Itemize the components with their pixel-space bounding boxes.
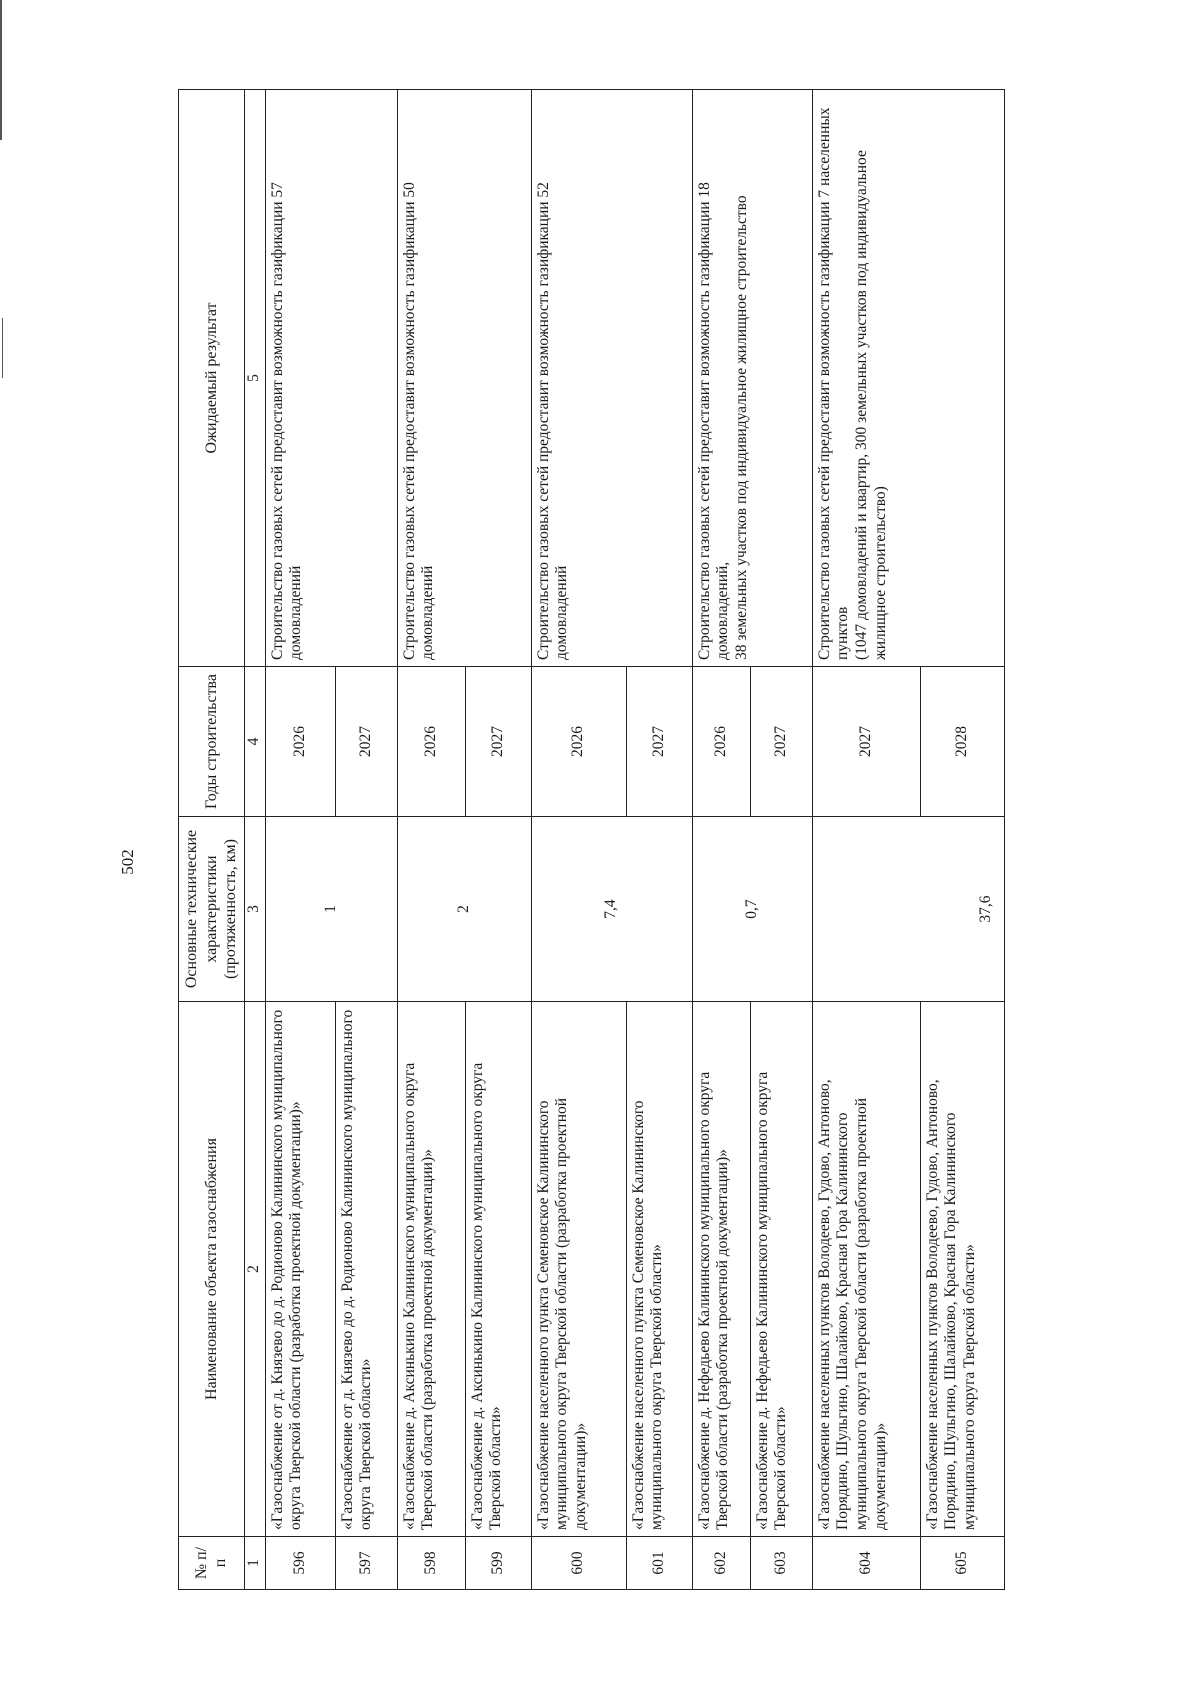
table-row bbox=[531, 90, 626, 1590]
construction-year: 2027 bbox=[812, 667, 920, 817]
row-number: 602 bbox=[692, 1537, 750, 1590]
construction-year: 2027 bbox=[750, 667, 812, 817]
gas-supply-table bbox=[178, 89, 1005, 1590]
construction-year: 2027 bbox=[335, 667, 397, 817]
row-number: 603 bbox=[750, 1537, 812, 1590]
construction-year: 2026 bbox=[397, 667, 465, 817]
row-number: 604 bbox=[812, 1537, 920, 1590]
scan-edge-mark bbox=[2, 318, 3, 378]
row-number: 599 bbox=[465, 1537, 531, 1590]
column-number: 1 bbox=[244, 1537, 265, 1590]
object-name: «Газоснабжение населенного пункта Семеновское Калининского муниципального округа Тверской области (разработка проектной документации)» bbox=[531, 1002, 626, 1537]
row-number: 600 bbox=[531, 1537, 626, 1590]
object-name: «Газоснабжение д. Нефедьево Калининского муниципального округа Тверской области» bbox=[750, 1002, 812, 1537]
header-row bbox=[179, 90, 245, 1590]
object-name: «Газоснабжение населенных пунктов Володеево, Гудово, Антоново, Порядино, Шульгино, Шалайково, Красная Гора Калининского муниципального округа Тверской области (разработка проектной документации)» bbox=[812, 1002, 920, 1537]
expected-result-line: Строительство газовых сетей предоставит возможность газификации 7 населенных пунктов bbox=[815, 107, 852, 660]
construction-year: 2027 bbox=[626, 667, 692, 817]
rotated-table-container bbox=[178, 90, 994, 1590]
scan-edge-mark bbox=[0, 0, 2, 140]
row-number: 601 bbox=[626, 1537, 692, 1590]
header-years: Годы строительства bbox=[179, 667, 245, 817]
header-number: № п/п bbox=[179, 1537, 245, 1590]
length-km: 37,6 bbox=[812, 817, 1004, 1002]
expected-result: Строительство газовых сетей предоставит возможность газификации 57 домовладений bbox=[265, 90, 397, 667]
construction-year: 2027 bbox=[465, 667, 531, 817]
column-number: 5 bbox=[244, 90, 265, 667]
row-number: 605 bbox=[920, 1537, 1004, 1590]
length-km: 0,7 bbox=[692, 817, 812, 1002]
expected-result-line: 38 земельных участков под индивидуальное жилищное строительство bbox=[733, 195, 751, 660]
expected-result: Строительство газовых сетей предоставит возможность газификации 50 домовладений bbox=[397, 90, 531, 667]
construction-year: 2026 bbox=[531, 667, 626, 817]
row-number: 598 bbox=[397, 1537, 465, 1590]
header-length: Основные технические характеристики (протяженность, км) bbox=[179, 817, 245, 1002]
table-row bbox=[397, 90, 465, 1590]
header-name: Наименование объекта газоснабжения bbox=[179, 1002, 245, 1537]
object-name: «Газоснабжение д. Аксинькино Калининского муниципального округа Тверской области» bbox=[465, 1002, 531, 1537]
length-km: 7,4 bbox=[531, 817, 692, 1002]
object-name: «Газоснабжение д. Нефедьево Калининского муниципального округа Тверской области (разработка проектной документации)» bbox=[692, 1002, 750, 1537]
expected-result-line: Строительство газовых сетей предоставит возможность газификации 18 домовладений, bbox=[695, 182, 732, 660]
table-row bbox=[812, 90, 920, 1590]
expected-result bbox=[692, 90, 812, 667]
construction-year: 2028 bbox=[920, 667, 1004, 817]
column-number: 4 bbox=[244, 667, 265, 817]
column-number: 3 bbox=[244, 817, 265, 1002]
table-row bbox=[692, 90, 750, 1590]
object-name: «Газоснабжение д. Аксинькино Калининского муниципального округа Тверской области (разработка проектной документации)» bbox=[397, 1002, 465, 1537]
object-name: «Газоснабжение населенного пункта Семеновское Калининского муниципального округа Тверской области» bbox=[626, 1002, 692, 1537]
object-name: «Газоснабжение от д. Князево до д. Родионово Калининского муниципального округа Тверской области (разработка проектной документации)» bbox=[265, 1002, 335, 1537]
page-number: 502 bbox=[118, 849, 137, 875]
row-number: 597 bbox=[335, 1537, 397, 1590]
construction-year: 2026 bbox=[265, 667, 335, 817]
object-name: «Газоснабжение населенных пунктов Володеево, Гудово, Антоново, Порядино, Шульгино, Шалайково, Красная Гора Калининского муниципального округа Тверской области» bbox=[920, 1002, 1004, 1537]
length-km: 2 bbox=[397, 817, 531, 1002]
expected-result-line: (1047 домовладений и квартир, 300 земельных участков под индивидуальное жилищное строительство) bbox=[853, 150, 890, 660]
object-name: «Газоснабжение от д. Князево до д. Родионово Калининского муниципального округа Тверской области» bbox=[335, 1002, 397, 1537]
length-km: 1 bbox=[265, 817, 397, 1002]
expected-result bbox=[812, 90, 1004, 667]
expected-result: Строительство газовых сетей предоставит возможность газификации 52 домовладений bbox=[531, 90, 692, 667]
construction-year: 2026 bbox=[692, 667, 750, 817]
column-number: 2 bbox=[244, 1002, 265, 1537]
header-result: Ожидаемый результат bbox=[179, 90, 245, 667]
column-number-row bbox=[244, 90, 265, 1590]
table-row bbox=[265, 90, 335, 1590]
row-number: 596 bbox=[265, 1537, 335, 1590]
